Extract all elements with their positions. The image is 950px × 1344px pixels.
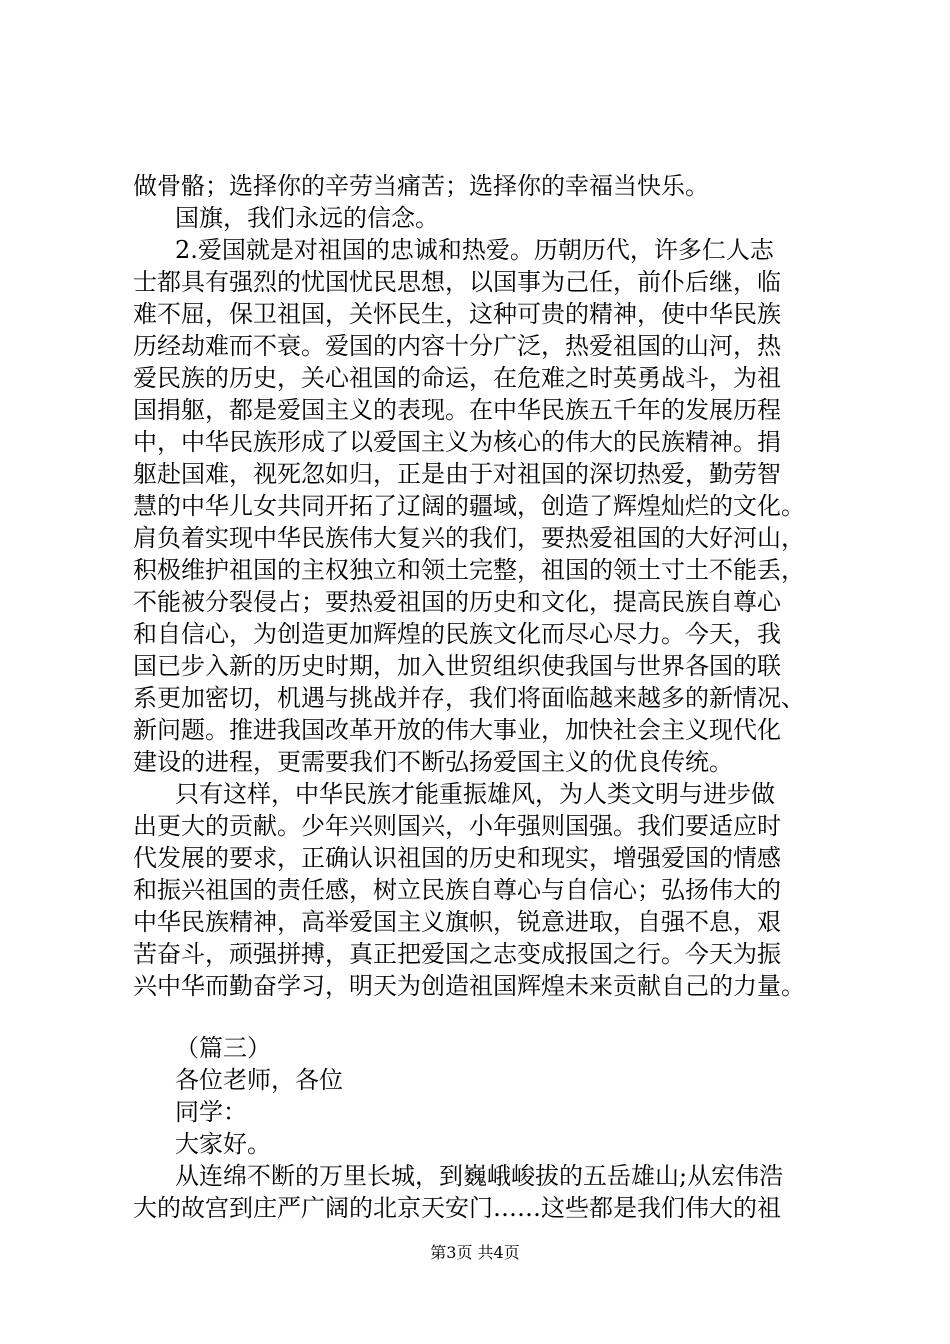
text-line: 国旗，我们永远的信念。 <box>175 204 439 232</box>
text-line: 和振兴祖国的责任感，树立民族自尊心与自信心；弘扬伟大的 <box>133 876 781 904</box>
text-line: 新问题。推进我国改革开放的伟大事业，加快社会主义现代化 <box>133 716 781 744</box>
text-line: 慧的中华儿女共同开拓了辽阔的疆域，创造了辉煌灿烂的文化。 <box>133 492 805 520</box>
text-line: 肩负着实现中华民族伟大复兴的我们，要热爱祖国的大好河山， <box>133 524 805 552</box>
text-line: 和自信心，为创造更加辉煌的民族文化而尽心尽力。今天，我 <box>133 620 781 648</box>
text-line: 积极维护祖国的主权独立和领土完整，祖国的领土寸土不能丢， <box>133 556 805 584</box>
text-line: 系更加密切，机遇与挑战并存，我们将面临越来越多的新情况、 <box>133 684 805 712</box>
text-line: 只有这样，中华民族才能重振雄风，为人类文明与进步做 <box>175 780 775 808</box>
text-line: 兴中华而勤奋学习，明天为创造祖国辉煌未来贡献自己的力量。 <box>133 972 805 1000</box>
text-line: 代发展的要求，正确认识祖国的历史和现实，增强爱国的情感 <box>133 844 781 872</box>
text-line: 各位老师，各位 <box>175 1066 343 1094</box>
text-line: 历经劫难而不衰。爱国的内容十分广泛，热爱祖国的山河，热 <box>133 332 781 360</box>
text-line: （篇三） <box>175 1034 271 1062</box>
text-line: 建设的进程，更需要我们不断弘扬爱国主义的优良传统。 <box>133 748 733 776</box>
text-line: 苦奋斗，顽强拼搏，真正把爱国之志变成报国之行。今天为振 <box>133 940 781 968</box>
text-line: 2.爱国就是对祖国的忠诚和热爱。历朝历代，许多仁人志 <box>175 236 774 264</box>
text-line: 出更大的贡献。少年兴则国兴，小年强则国强。我们要适应时 <box>133 812 781 840</box>
document-body <box>133 170 833 1224</box>
text-line: 躯赴国难，视死忽如归，正是由于对祖国的深切热爱，勤劳智 <box>133 460 781 488</box>
text-line: 做骨骼；选择你的辛劳当痛苦；选择你的幸福当快乐。 <box>133 172 709 200</box>
text-line: 大的故宫到庄严广阔的北京天安门……这些都是我们伟大的祖 <box>133 1194 781 1222</box>
text-line: 难不屈，保卫祖国，关怀民生，这种可贵的精神，使中华民族 <box>133 300 781 328</box>
text-line: 不能被分裂侵占；要热爱祖国的历史和文化，提高民族自尊心 <box>133 588 781 616</box>
text-line: 中华民族精神，高举爱国主义旗帜，锐意进取，自强不息，艰 <box>133 908 781 936</box>
page-footer: 第3页 共4页 <box>430 1243 520 1262</box>
text-line: 从连绵不断的万里长城，到巍峨峻拔的五岳雄山;从宏伟浩 <box>175 1162 784 1190</box>
text-line: 同学： <box>175 1098 247 1126</box>
text-line: 国已步入新的历史时期，加入世贸组织使我国与世界各国的联 <box>133 652 781 680</box>
paragraph-gap <box>133 1002 833 1032</box>
text-line: 爱民族的历史，关心祖国的命运，在危难之时英勇战斗，为祖 <box>133 364 781 392</box>
text-line: 中，中华民族形成了以爱国主义为核心的伟大的民族精神。捐 <box>133 428 781 456</box>
text-line: 大家好。 <box>175 1130 271 1158</box>
text-line: 士都具有强烈的忧国忧民思想，以国事为己任，前仆后继，临 <box>133 268 781 296</box>
text-line: 国捐躯，都是爱国主义的表现。在中华民族五千年的发展历程 <box>133 396 781 424</box>
